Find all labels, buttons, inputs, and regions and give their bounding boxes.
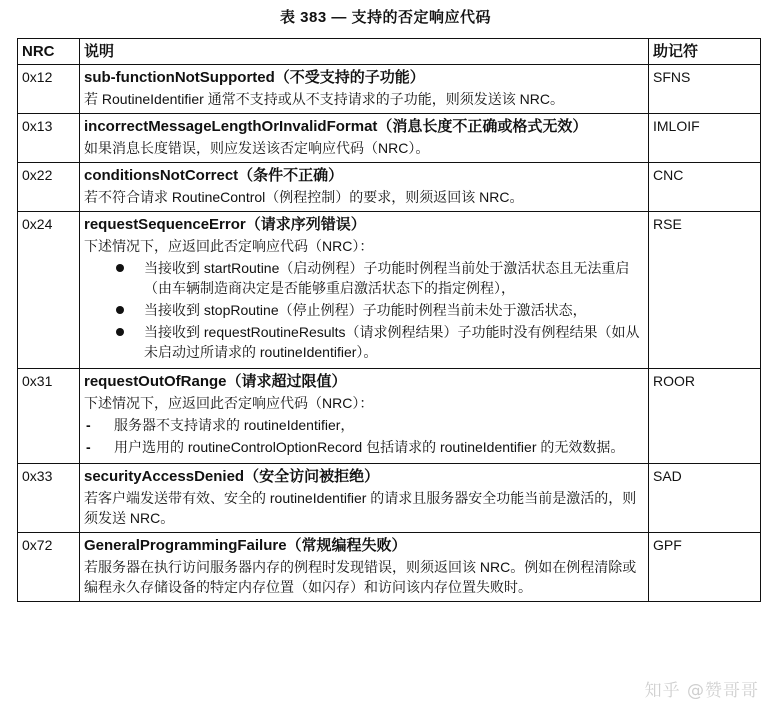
nrc-name: conditionsNotCorrect（条件不正确） xyxy=(84,167,344,184)
bullet-item: 当接收到 stopRoutine（停止例程）子功能时例程当前未处于激活状态， xyxy=(84,300,644,320)
nrc-name: requestOutOfRange（请求超过限值） xyxy=(84,373,347,390)
nrc-mnemonic: GPF xyxy=(649,533,761,602)
nrc-name: GeneralProgrammingFailure（常规编程失败） xyxy=(84,537,407,554)
nrc-description-cell xyxy=(80,533,649,602)
bullet-item: 当接收到 startRoutine（启动例程）子功能时例程当前处于激活状态且无法重启（由车辆制造商决定是否能够重启激活状态下的指定例程）， xyxy=(84,258,644,298)
table-row xyxy=(18,533,761,602)
nrc-description-cell xyxy=(80,464,649,533)
table-row xyxy=(18,114,761,163)
nrc-description: 若客户端发送带有效、安全的 routineIdentifier 的请求且服务器安全功能当前是激活的，则须发送 NRC。 xyxy=(84,490,637,526)
table-header-row xyxy=(18,39,761,65)
nrc-description: 下述情况下，应返回此否定响应代码（NRC）： xyxy=(84,395,374,411)
nrc-mnemonic: CNC xyxy=(649,163,761,212)
nrc-description-cell xyxy=(80,65,649,114)
nrc-name: requestSequenceError（请求序列错误） xyxy=(84,216,366,233)
nrc-code: 0x31 xyxy=(18,369,80,464)
nrc-description: 如果消息长度错误，则应发送该否定响应代码（NRC）。 xyxy=(84,140,430,156)
nrc-mnemonic: ROOR xyxy=(649,369,761,464)
table-row xyxy=(18,464,761,533)
dash-item: - 用户选用的 routineControlOptionRecord 包括请求的 routineIdentifier 的无效数据。 xyxy=(84,437,644,457)
nrc-name: sub-functionNotSupported（不受支持的子功能） xyxy=(84,69,425,86)
nrc-description-cell xyxy=(80,369,649,464)
nrc-description: 若服务器在执行访问服务器内存的例程时发现错误，则须返回该 NRC。例如在例程清除或编程永久存储设备的特定内存位置（如闪存）和访问该内存位置失败时。 xyxy=(84,559,637,595)
bullet-list xyxy=(84,258,644,362)
nrc-mnemonic: SFNS xyxy=(649,65,761,114)
table-row xyxy=(18,163,761,212)
nrc-code: 0x12 xyxy=(18,65,80,114)
nrc-code: 0x33 xyxy=(18,464,80,533)
bullet-item: 当接收到 requestRoutineResults（请求例程结果）子功能时没有例程结果（如从未启动过所请求的 routineIdentifier）。 xyxy=(84,322,644,362)
nrc-description: 若不符合请求 RoutineControl（例程控制）的要求，则须返回该 NRC。 xyxy=(84,189,524,205)
nrc-name: incorrectMessageLengthOrInvalidFormat（消息长度不正确或格式无效） xyxy=(84,118,588,135)
header-mnemonic: 助记符 xyxy=(649,39,761,65)
nrc-code: 0x24 xyxy=(18,212,80,369)
table-row xyxy=(18,212,761,369)
table-caption: 表 383 — 支持的否定响应代码 xyxy=(279,9,492,26)
nrc-description-cell xyxy=(80,212,649,369)
nrc-code: 0x22 xyxy=(18,163,80,212)
nrc-code: 0x72 xyxy=(18,533,80,602)
nrc-mnemonic: SAD xyxy=(649,464,761,533)
nrc-description: 若 RoutineIdentifier 通常不支持或从不支持请求的子功能，则须发送该 NRC。 xyxy=(84,91,564,107)
header-description: 说明 xyxy=(80,39,649,65)
header-nrc: NRC xyxy=(18,39,80,65)
nrc-description: 下述情况下，应返回此否定响应代码（NRC）： xyxy=(84,238,374,254)
nrc-table xyxy=(17,38,761,602)
nrc-code: 0x13 xyxy=(18,114,80,163)
watermark: 知乎 @赞哥哥 xyxy=(644,681,759,701)
nrc-mnemonic: IMLOIF xyxy=(649,114,761,163)
nrc-description-cell xyxy=(80,163,649,212)
dash-list xyxy=(84,415,644,457)
dash-item: - 服务器不支持请求的 routineIdentifier， xyxy=(84,415,644,435)
table-row xyxy=(18,369,761,464)
table-row xyxy=(18,65,761,114)
nrc-description-cell xyxy=(80,114,649,163)
nrc-name: securityAccessDenied（安全访问被拒绝） xyxy=(84,468,380,485)
nrc-mnemonic: RSE xyxy=(649,212,761,369)
